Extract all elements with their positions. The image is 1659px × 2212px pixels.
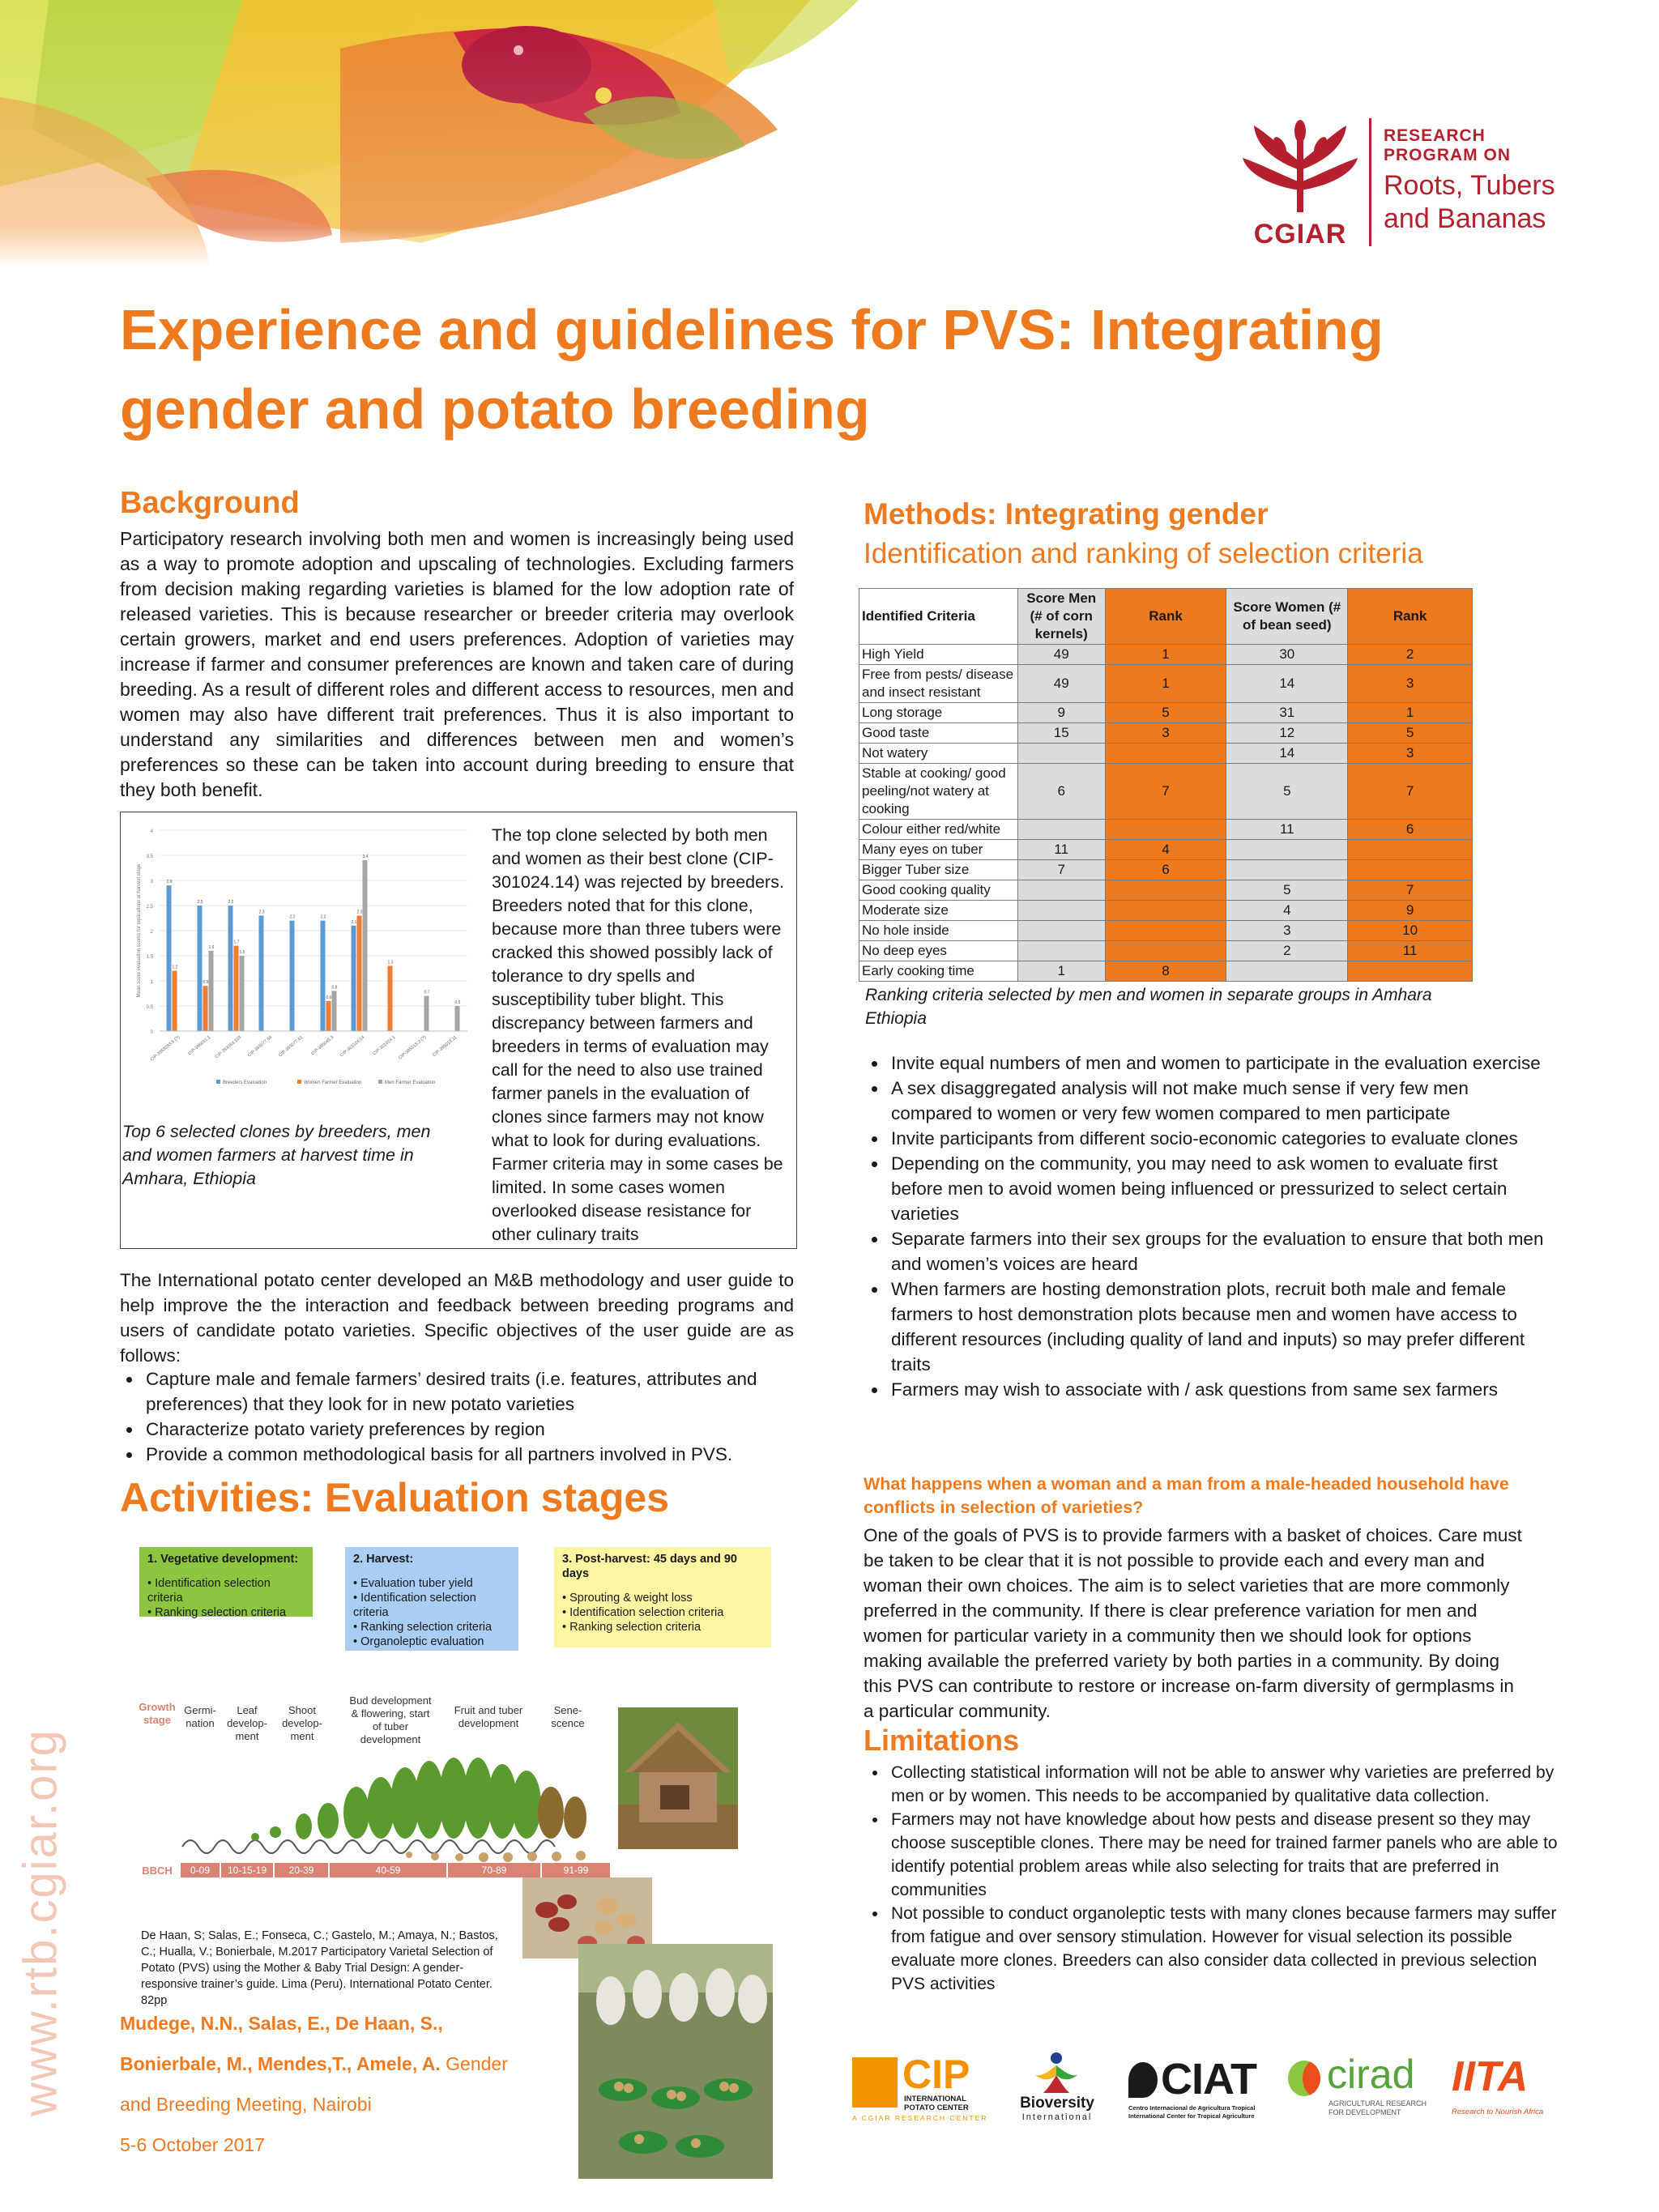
- table-row: [859, 723, 1473, 744]
- table-cell: Not watery: [859, 744, 1018, 764]
- table-cell: Long storage: [859, 703, 1018, 723]
- stage-box-harvest: [345, 1547, 518, 1651]
- cip-tagline: A CGIAR RESEARCH CENTER: [852, 2114, 988, 2122]
- list-item: • Invite participants from different socio-economic categories to evaluate clones: [888, 1126, 1552, 1151]
- reference-text: De Haan, S; Salas, E.; Fonseca, C.; Gastelo, M.; Amaya, N.; Bastos, C.; Hualla, V.; Bonierbale, M.2017 Participatory Varietal Selection of Potato (PVS) using the Mother & Baby Trial Design: A gender-responsive trainer’s guide. Lima (Peru). International Potato Center. 82pp: [141, 1929, 498, 2007]
- table-cell: [1348, 840, 1473, 860]
- table-cell: 7: [1105, 764, 1226, 820]
- table-cell: [1017, 921, 1105, 941]
- chart-x-tick-label: CIP-393077.54: [247, 1034, 274, 1059]
- list-item: • Farmers may wish to associate with / ask questions from same sex farmers: [888, 1377, 1552, 1402]
- table-cell: 11: [1348, 941, 1473, 961]
- table-cell: [1105, 744, 1226, 764]
- chart-bar: [321, 921, 326, 1031]
- chart-bar: [259, 915, 264, 1031]
- table-cell: 10: [1348, 921, 1473, 941]
- table-row: [859, 941, 1473, 961]
- chart-x-tick-label: CIP-395045.3: [310, 1034, 335, 1057]
- chart-bar: [167, 885, 172, 1031]
- list-item: • Provide a common methodological basis for all partners involved in PVS.: [143, 1442, 807, 1467]
- table-row: [859, 764, 1473, 820]
- bioversity-wordmark: Bioversity: [1020, 2095, 1094, 2112]
- page-title: [120, 290, 1416, 449]
- table-cell: 1: [1105, 665, 1226, 703]
- chart-x-tick-label: CIP-393077.61: [278, 1034, 305, 1059]
- conflict-text: One of the goals of PVS is to provide farmers with a basket of choices. Care must be taken to be clear that it is not possible to provide each and every man and woman their own choices. The aim is to select varieties that are more commonly preferred in the community. If there is clear preference variation for men and women for particular variety in a community then we should look for options making available the preferred variety by both parties in a community. By doing this PVS can contribute to restore or increase on-farm diversity of germplasms in a particular community.: [864, 1525, 1522, 1721]
- table-cell: 8: [1105, 961, 1226, 982]
- table-cell: 15: [1017, 723, 1105, 744]
- stage-item: • Sprouting & weight loss: [562, 1592, 693, 1605]
- chart-data-label: 1.5: [239, 950, 245, 955]
- background-heading: Background: [120, 486, 300, 520]
- program-name: [1384, 126, 1555, 235]
- chart-bar: [240, 956, 245, 1031]
- table-row: [859, 820, 1473, 840]
- stage-item: • Ranking selection criteria: [353, 1621, 493, 1634]
- table-cell: [1105, 921, 1226, 941]
- cirad-subtitle-1: AGRICULTURAL RESEARCH: [1328, 2099, 1427, 2108]
- chart-data-label: 2.5: [197, 900, 203, 905]
- list-item: • Collecting statistical information will not be able to answer why varieties are preferred by men or by women. This needs to be accompanied by qualitative data collection.: [888, 1761, 1562, 1808]
- cirad-subtitle-2: FOR DEVELOPMENT: [1328, 2108, 1401, 2116]
- iita-tagline: Research to Nourish Africa: [1452, 2108, 1544, 2116]
- stage-item: • Ranking selection criteria: [147, 1606, 287, 1619]
- table-cell: 5: [1105, 703, 1226, 723]
- table-cell: 31: [1226, 703, 1348, 723]
- conflict-question: What happens when a woman and a man from a male-headed household have conflicts in selection of varieties?: [864, 1474, 1509, 1517]
- chart-y-tick-label: 1: [150, 980, 153, 985]
- stage-item: • Ranking selection criteria: [562, 1621, 702, 1634]
- background-text: Participatory research involving both men and women is increasingly being used as a way to promote adoption and upscaling of technologies. Excluding farmers from decision making regarding varieties is blamed for the low adoption rate of released varieties. This is because researcher or breeder criteria may overlook certain growers, market and end users preferences. Adoption of varieties may increase if farmer and consumer preferences are known and taken care of during breeding. As a result of different roles and different access to resources, men and women may also have different trait preferences. Thus it is also important to understand any similarities and differences between men and women’s preferences so these can be taken into account during breeding to ensure that they both benefit.: [120, 528, 794, 800]
- evaluation-bar-chart: [127, 819, 476, 1094]
- table-cell: Good cooking quality: [859, 880, 1018, 901]
- meeting-location: and Breeding Meeting, Nairobi: [120, 2094, 372, 2115]
- chart-bar: [203, 986, 208, 1031]
- chart-data-label: 2.1: [351, 919, 357, 925]
- program-line-3: Roots, Tubers: [1384, 170, 1555, 201]
- ciat-logo: [1128, 2055, 1282, 2124]
- table-cell: 30: [1226, 645, 1348, 665]
- stage-item: • Identification selection criteria: [562, 1606, 724, 1619]
- table-cell: 3: [1226, 921, 1348, 941]
- chart-data-label: 2.3: [258, 910, 265, 915]
- table-row: [859, 860, 1473, 880]
- chart-x-tick-label: CIP-395015.11: [432, 1034, 458, 1059]
- table-cell: Good taste: [859, 723, 1018, 744]
- criteria-ranking-table: [859, 588, 1473, 982]
- list-item: • Capture male and female farmers’ desired traits (i.e. features, attributes and preferences) that they look for in new potato varieties: [143, 1366, 807, 1417]
- chart-data-label: 1.2: [172, 965, 178, 970]
- table-cell: [1105, 941, 1226, 961]
- table-cell: No hole inside: [859, 921, 1018, 941]
- table-row: [859, 703, 1473, 723]
- table-header-cell: Rank: [1105, 589, 1226, 645]
- bbch-cell: 20-39: [275, 1863, 328, 1877]
- table-cell: 3: [1105, 723, 1226, 744]
- table-cell: 2: [1226, 941, 1348, 961]
- list-item: • Separate farmers into their sex groups for the evaluation to ensure that both men and women’s voices are heard: [888, 1226, 1552, 1276]
- chart-data-label: 0.7: [424, 990, 430, 995]
- chart-legend-swatch: [378, 1080, 382, 1084]
- program-line-1: RESEARCH: [1384, 126, 1486, 145]
- table-cell: Many eyes on tuber: [859, 840, 1018, 860]
- table-cell: 7: [1348, 764, 1473, 820]
- chart-data-label: 0.5: [454, 1000, 461, 1005]
- cgiar-logo: [1239, 113, 1361, 251]
- chart-x-tick-label: CIP-301024.14: [339, 1034, 366, 1059]
- cip-subtitle-1: INTERNATIONAL: [904, 2095, 966, 2103]
- chart-data-label: 1.6: [208, 944, 215, 950]
- table-row: [859, 665, 1473, 703]
- table-cell: [1226, 860, 1348, 880]
- limitations-heading: Limitations: [864, 1724, 1020, 1757]
- bbch-label: BBCH: [142, 1865, 173, 1877]
- bbch-cell: 91-99: [542, 1863, 610, 1877]
- chart-bar: [234, 946, 239, 1031]
- table-cell: 5: [1226, 880, 1348, 901]
- chart-y-tick-label: 3: [150, 880, 153, 884]
- table-cell: 11: [1017, 840, 1105, 860]
- side-url: www.rtb.cgiar.org: [14, 1728, 67, 2116]
- chart-bar: [173, 971, 177, 1031]
- table-cell: Free from pests/ disease and insect resistant: [859, 665, 1018, 703]
- table-cell: No deep eyes: [859, 941, 1018, 961]
- authors-names: Bonierbale, M., Mendes,T., Amele, A.: [120, 2053, 441, 2074]
- cirad-wordmark: cirad: [1327, 2052, 1415, 2097]
- chart-bar: [332, 991, 337, 1031]
- chart-data-label: 1.3: [387, 960, 394, 965]
- ciat-subtitle-1: Centro Internacional de Agricultura Tropical: [1128, 2104, 1256, 2112]
- cirad-emblem-icon: [1288, 2061, 1320, 2096]
- stage-item: • Evaluation tuber yield: [353, 1577, 473, 1590]
- table-cell: 49: [1017, 645, 1105, 665]
- potato-plant-growth-illustration: [134, 1750, 612, 1871]
- table-cell: [1017, 901, 1105, 921]
- table-cell: [1226, 961, 1348, 982]
- table-cell: 9: [1348, 901, 1473, 921]
- table-header-row: [859, 589, 1473, 645]
- chart-bar: [228, 906, 233, 1031]
- chart-data-label: 2.2: [289, 914, 296, 920]
- chart-y-tick-label: 1.5: [146, 955, 153, 960]
- chart-legend-swatch: [216, 1080, 220, 1084]
- stage-title: 1. Vegetative development:: [147, 1553, 299, 1566]
- table-cell: 4: [1105, 840, 1226, 860]
- chart-bar: [363, 860, 368, 1031]
- table-header-cell: Identified Criteria: [859, 589, 1018, 645]
- table-cell: 3: [1348, 665, 1473, 703]
- chart-data-label: 0.9: [203, 980, 209, 986]
- list-item: • When farmers are hosting demonstration plots, recruit both male and female farmers to host demonstration plots because men and women have access to different resources (including quality of land and inputs) so may prefer different traits: [888, 1276, 1552, 1377]
- list-item: • Not possible to conduct organoleptic tests with many clones because farmers may suffer from fatigue and over sensory stimulation. However for visual selection its possible evaluate more clones. Breeders can also consider data collected in previous selection PVS activities: [888, 1902, 1562, 1996]
- bbch-cell: 70-89: [448, 1863, 540, 1877]
- chart-x-tick-label: CIP-301024.1: [372, 1034, 397, 1057]
- farmer-evaluation-photo: [578, 1944, 773, 2179]
- list-item: • Farmers may not have knowledge about how pests and disease present so they may choose susceptible clones. There may be need for trained farmer panels who are able to identify potential problem areas while also selecting for traits that are preferred in communities: [888, 1808, 1562, 1902]
- iita-wordmark: IITA: [1452, 2053, 1529, 2100]
- table-cell: [1017, 820, 1105, 840]
- chart-bar: [326, 1001, 331, 1031]
- cip-subtitle-2: POTATO CENTER: [904, 2103, 969, 2112]
- chart-bar: [455, 1006, 460, 1031]
- table-cell: Early cooking time: [859, 961, 1018, 982]
- chart-bar: [352, 926, 356, 1031]
- stage-title: 3. Post-harvest: 45 days and 90 days: [562, 1553, 737, 1580]
- growth-stage-label: Leaf develop-ment: [227, 1704, 267, 1742]
- authors-block: [120, 2007, 557, 2161]
- meeting-name: Gender: [440, 2053, 508, 2074]
- chart-bar: [209, 951, 214, 1031]
- cip-wordmark: CIP: [902, 2052, 970, 2097]
- table-caption: Ranking criteria selected by men and women in separate groups in Amhara Ethiopia: [865, 986, 1432, 1028]
- table-header-cell: Score Women (# of bean seed): [1226, 589, 1348, 645]
- growth-stage-diagram: [134, 1693, 612, 1887]
- figure-side-text: The top clone selected by both men and women as their best clone (CIP-301024.14) was rejected by breeders. Breeders noted that for this clone, because more than three tubers were cracked this showed possibly lack of tolerance to dry spells and susceptibility tuber blight. This discrepancy between farmers and breeders in terms of evaluation may call for the need to also use trained farmer panels in the evaluation of clones since farmers may not know what to look for during evaluations. Farmer criteria may in some cases be limited. In some cases women overlooked disease resistance for other culinary traits: [492, 825, 784, 1244]
- table-cell: [1226, 840, 1348, 860]
- stage-box-vegetative: [139, 1547, 313, 1617]
- cip-emblem-icon: [852, 2057, 898, 2108]
- stage-title: 2. Harvest:: [353, 1553, 414, 1566]
- chart-y-tick-label: 4: [150, 829, 153, 834]
- guide-intro-text: The International potato center developed an M&B methodology and user guide to help improve the the interaction and feedback between breeding programs and users of candidate potato varieties. Specific objectives of the user guide are as follows:: [120, 1270, 794, 1366]
- table-row: [859, 645, 1473, 665]
- figure-box: [120, 812, 797, 1249]
- chart-x-tick-label: CIP-393063.103: [214, 1034, 243, 1060]
- table-cell: High Yield: [859, 645, 1018, 665]
- table-cell: Bigger Tuber size: [859, 860, 1018, 880]
- chart-data-label: 2.9: [166, 880, 173, 885]
- table-cell: 14: [1226, 744, 1348, 764]
- table-cell: 5: [1348, 723, 1473, 744]
- chart-bar: [198, 906, 203, 1031]
- table-cell: 11: [1226, 820, 1348, 840]
- table-cell: 6: [1105, 860, 1226, 880]
- chart-legend-label: Women Farmer Evaluation: [304, 1080, 362, 1085]
- iita-logo: [1452, 2053, 1557, 2122]
- list-item: • Invite equal numbers of men and women to participate in the evaluation exercise: [888, 1051, 1552, 1076]
- chart-bar: [290, 921, 295, 1031]
- growth-stage-label: Sene-scence: [551, 1704, 585, 1729]
- table-row: [859, 744, 1473, 764]
- table-cell: 12: [1226, 723, 1348, 744]
- chart-x-tick-label: CIP-395015.3 (?): [398, 1034, 428, 1061]
- bioversity-subtitle: International: [1021, 2112, 1093, 2122]
- stage-item: • Identification selection criteria: [147, 1577, 271, 1605]
- table-cell: [1017, 880, 1105, 901]
- table-row: [859, 961, 1473, 982]
- cgiar-wordmark: CGIAR: [1253, 219, 1347, 249]
- table-cell: 6: [1348, 820, 1473, 840]
- table-cell: 9: [1017, 703, 1105, 723]
- program-line-2: PROGRAM ON: [1384, 146, 1511, 164]
- table-cell: 7: [1017, 860, 1105, 880]
- growth-stage-label: Bud development & flowering, start of tuber development: [349, 1694, 432, 1745]
- table-cell: [1017, 941, 1105, 961]
- table-cell: 6: [1017, 764, 1105, 820]
- bbch-cell: 0-09: [181, 1863, 220, 1877]
- methods-guidelines-list: [865, 1051, 1552, 1402]
- chart-y-tick-label: 0.5: [146, 1005, 153, 1010]
- methods-subheading: Identification and ranking of selection criteria: [864, 538, 1423, 569]
- table-cell: 2: [1348, 645, 1473, 665]
- cirad-logo: [1288, 2054, 1430, 2124]
- growth-label: Growth stage: [139, 1701, 176, 1726]
- list-item: • Characterize potato variety preferences by region: [143, 1417, 807, 1442]
- table-cell: [1348, 961, 1473, 982]
- chart-bar: [388, 965, 393, 1031]
- chart-data-label: 2.5: [228, 900, 234, 905]
- limitations-list: [865, 1761, 1562, 1996]
- chart-y-tick-label: 0: [150, 1030, 153, 1035]
- methods-heading: Methods: Integrating gender: [864, 497, 1269, 531]
- stage-box-post-harvest: [554, 1547, 771, 1647]
- table-cell: [1017, 744, 1105, 764]
- table-cell: 14: [1226, 665, 1348, 703]
- activities-heading: Activities: Evaluation stages: [120, 1475, 670, 1520]
- table-cell: 1: [1017, 961, 1105, 982]
- cip-logo: [852, 2054, 998, 2124]
- bbch-cell: 10-15-19: [221, 1863, 273, 1877]
- chart-data-label: 1.7: [233, 940, 240, 945]
- list-item: • Depending on the community, you may need to ask women to evaluate first before men to avoid women being influenced or pressurized to select certain varieties: [888, 1151, 1552, 1226]
- chart-data-label: 0.8: [331, 985, 338, 991]
- figure-caption: Top 6 selected clones by breeders, men and women farmers at harvest time in Amhara, Ethiopia: [122, 1122, 431, 1188]
- program-line-4: and Bananas: [1384, 203, 1546, 234]
- bbch-cell: 40-59: [330, 1863, 446, 1877]
- ciat-leaf-icon: [1128, 2062, 1158, 2098]
- chart-bar: [357, 915, 362, 1031]
- table-cell: [1105, 901, 1226, 921]
- table-header-cell: Rank: [1348, 589, 1473, 645]
- chart-legend-label: Breeders Evaluation: [223, 1080, 267, 1085]
- chart-data-label: 2.3: [356, 910, 363, 915]
- list-item: • A sex disaggregated analysis will not make much sense if very few men compared to women or very few women compared to men participate: [888, 1076, 1552, 1126]
- table-cell: Colour either red/white: [859, 820, 1018, 840]
- table-cell: 4: [1226, 901, 1348, 921]
- chart-y-tick-label: 2.5: [146, 905, 153, 910]
- chart-x-tick-label: CIP-3953083.5 (?): [149, 1034, 181, 1063]
- title-line-2: gender and potato breeding: [120, 377, 870, 441]
- table-cell: [1348, 860, 1473, 880]
- table-cell: 5: [1226, 764, 1348, 820]
- authors-line-2: [120, 2048, 557, 2080]
- growth-stage-label: Germi-nation: [184, 1704, 216, 1729]
- guide-objectives-list: [120, 1366, 807, 1467]
- chart-data-label: 2.2: [320, 914, 326, 920]
- authors-line-1: Mudege, N.N., Salas, E., De Haan, S.,: [120, 2013, 443, 2034]
- logo-divider: [1369, 118, 1371, 246]
- chart-legend-swatch: [297, 1080, 301, 1084]
- ciat-subtitle-2: International Center for Tropical Agriculture: [1128, 2112, 1255, 2120]
- chart-y-tick-label: 3.5: [146, 855, 153, 859]
- title-line-1: Experience and guidelines for PVS: Integrating: [120, 298, 1384, 361]
- table-cell: [1105, 880, 1226, 901]
- chart-data-label: 3.4: [362, 855, 369, 860]
- stage-item: • Organoleptic evaluation: [353, 1635, 484, 1648]
- table-header-cell: Score Men (# of corn kernels): [1017, 589, 1105, 645]
- table-cell: Moderate size: [859, 901, 1018, 921]
- meeting-date: 5-6 October 2017: [120, 2134, 266, 2155]
- chart-y-axis-label: Mean score evaluation scores for replications at harvest stage: [137, 863, 142, 998]
- stage-item: • Identification selection criteria: [353, 1592, 476, 1619]
- storage-hut-photo: [618, 1707, 738, 1849]
- growth-stage-label: Shoot develop-ment: [282, 1704, 322, 1742]
- table-cell: 1: [1105, 645, 1226, 665]
- table-row: [859, 840, 1473, 860]
- chart-data-label: 0.6: [326, 995, 332, 1000]
- chart-x-tick-label: CIP-396031.1: [187, 1034, 212, 1057]
- table-cell: 7: [1348, 880, 1473, 901]
- cgiar-wheat-icon: [1239, 113, 1361, 215]
- table-row: [859, 901, 1473, 921]
- chart-y-tick-label: 2: [150, 930, 153, 935]
- table-cell: [1105, 820, 1226, 840]
- chart-bar: [424, 996, 429, 1031]
- ciat-wordmark: CIAT: [1161, 2055, 1256, 2103]
- table-cell: 49: [1017, 665, 1105, 703]
- chart-legend-label: Men Farmer Evaluation: [385, 1080, 436, 1085]
- table-row: [859, 921, 1473, 941]
- table-row: [859, 880, 1473, 901]
- table-cell: 3: [1348, 744, 1473, 764]
- table-cell: 1: [1348, 703, 1473, 723]
- growth-stage-label: Fruit and tuber development: [454, 1704, 523, 1729]
- bioversity-figure-icon: [1032, 2051, 1081, 2093]
- table-cell: Stable at cooking/ good peeling/not watery at cooking: [859, 764, 1018, 820]
- bioversity-logo: [1013, 2051, 1102, 2124]
